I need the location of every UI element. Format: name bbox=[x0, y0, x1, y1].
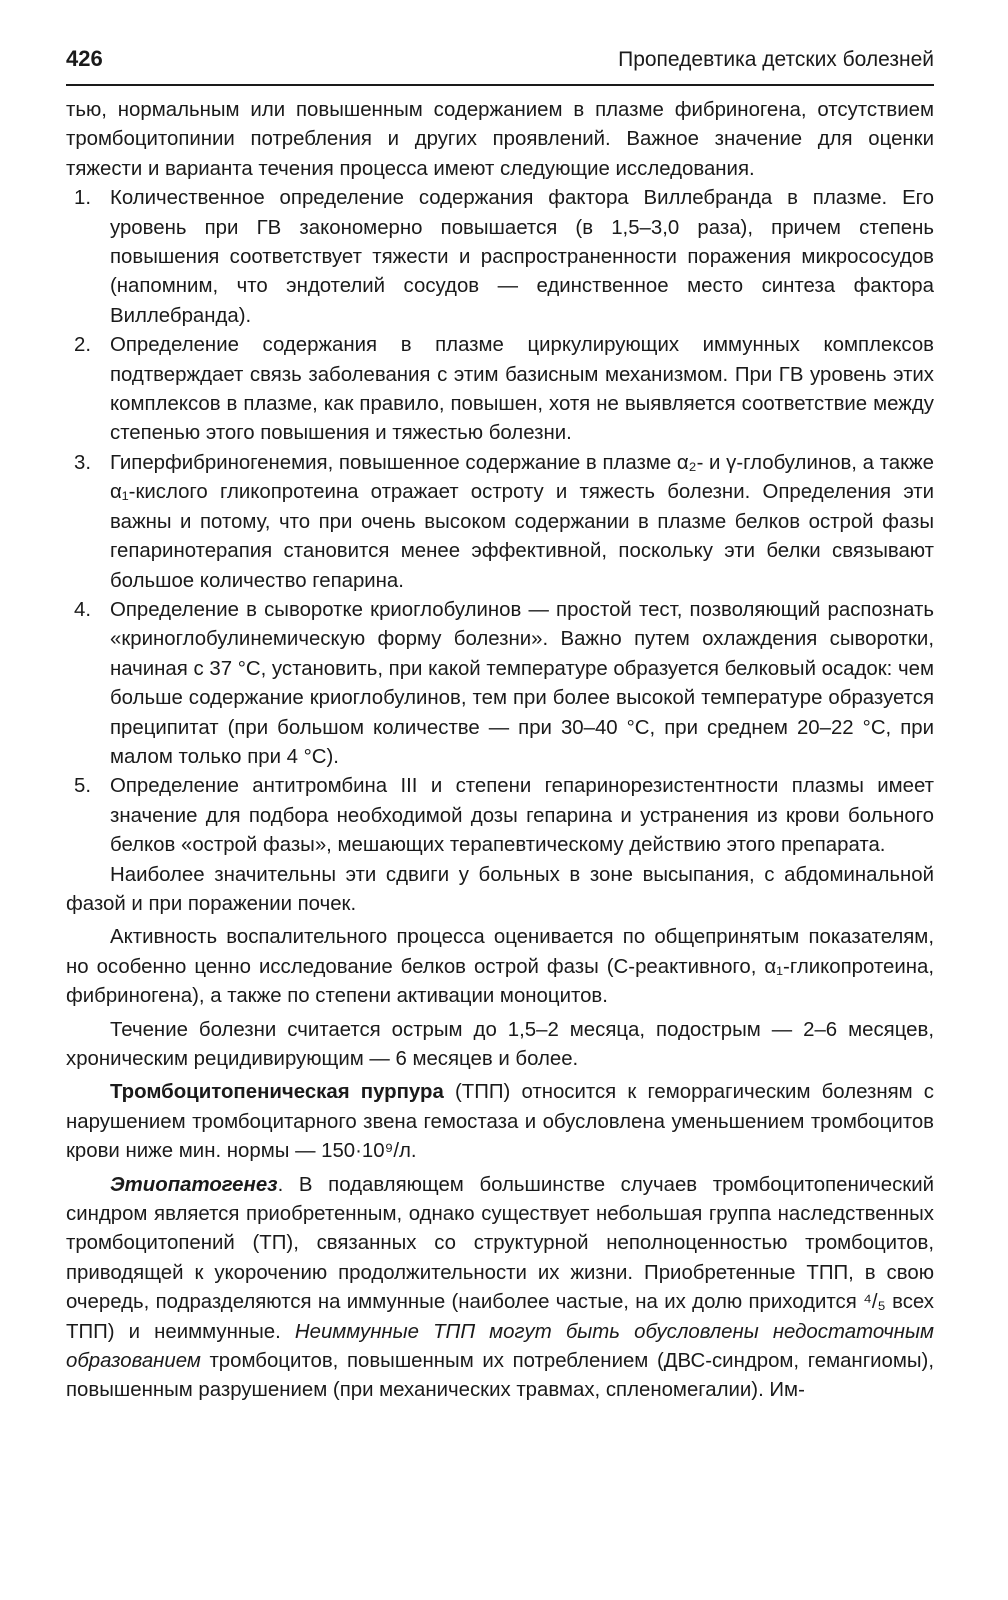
list-number: 2. bbox=[74, 334, 92, 357]
body-text bbox=[66, 96, 934, 1406]
tpp-text: (ТПП) относится к геморрагическим болезням с нарушением тромбоцитарного звена гемостаза и обусловлена уменьшением тромбоцитов крови ниже мин. нормы — 150·10⁹/л. bbox=[66, 1081, 934, 1163]
list-text: Определение содержания в плазме циркулирующих иммунных комплексов подтверждает связь заболевания с этим базисным механизмом. При ГВ уровень этих комплексов в плазме, как правило, повышен, хотя не выявляется соответствие между степенью этого повышения и тяжестью болезни. bbox=[110, 334, 934, 445]
list-text: Количественное определение содержания фактора Виллебранда в плазме. Его уровень при ГВ закономерно повышается (в 1,5–3,0 раза), причем степень повышения соответствует тяжести и распространенности поражения микрососудов (напомним, что эндотелий сосудов — единственное место синтеза фактора Виллебранда). bbox=[110, 187, 934, 327]
shifts-paragraph: Наиболее значительны эти сдвиги у больных в зоне высыпания, с абдоминальной фазой и при поражении почек. bbox=[66, 863, 934, 915]
numbered-list bbox=[66, 184, 934, 860]
list-item bbox=[66, 596, 934, 772]
list-number: 3. bbox=[74, 451, 92, 474]
tpp-paragraph bbox=[66, 1078, 934, 1166]
list-text: Гиперфибриногенемия, повышенное содержание в плазме α₂- и γ-глобулинов, а также α₁-кислого гликопротеина отражает остроту и тяжесть болезни. Определения эти важны и потому, что при очень высоком содержании в плазме белков острой фазы гепаринотерапия становится менее эффективной, поскольку эти белки связывают большое количество гепарина. bbox=[110, 451, 934, 592]
etiopathogenesis-tail: тромбоцитов, повышенным их потреблением (ДВС-синдром, гемангиомы), повышенным разрушением (при механических травмах, спленомегалии). Им- bbox=[66, 1350, 934, 1402]
list-item bbox=[66, 449, 934, 596]
etiopathogenesis-text: . В подавляющем большинстве случаев тромбоцитопенический синдром является приобретенным, однако существует небольшая группа наследственных тромбоцитопений (ТП), связанных со структурной неполноценностью тромбоцитов, приводящей к укорочению продолжительности их жизни. Приобретенные ТПП, в свою очередь, подразделяются на иммунные (наиболее частые, на их долю приходится ⁴/₅ всех ТПП) и неиммунные. bbox=[66, 1173, 934, 1343]
etiopathogenesis-term: Этиопатогенез bbox=[110, 1173, 278, 1196]
running-title: Пропедевтика детских болезней bbox=[618, 48, 934, 71]
list-text: Определение антитромбина III и степени гепаринорезистентности плазмы имеет значение для подбора необходимой дозы гепарина и устранения из крови больного белков «острой фазы», мешающих терапевтическому действию этого препарата. bbox=[110, 775, 934, 857]
tpp-term: Тромбоцитопеническая пурпура bbox=[110, 1081, 444, 1104]
etiopathogenesis-italic: Неиммунные ТПП могут быть обусловлены недостаточным образованием bbox=[66, 1320, 935, 1373]
list-number: 4. bbox=[74, 598, 92, 621]
intro-paragraph: тью, нормальным или повышенным содержанием в плазме фибриногена, отсутствием тромбоцитопинии потребления и других проявлений. Важное значение для оценки тяжести и варианта течения процесса имеют следующие исследования. bbox=[66, 99, 934, 180]
activity-paragraph: Активность воспалительного процесса оценивается по общепринятым показателям, но особенно ценно исследование белков острой фазы (С-реактивного, α₁-гликопротеина, фибриногена), а также по степени активации моноцитов. bbox=[66, 926, 934, 1008]
list-item bbox=[66, 772, 934, 860]
list-item bbox=[66, 184, 934, 331]
course-paragraph: Течение болезни считается острым до 1,5–2 месяца, подострым — 2–6 месяцев, хроническим рецидивирующим — 6 месяцев и более. bbox=[66, 1018, 934, 1070]
list-text: Определение в сыворотке криоглобулинов — простой тест, позволяющий распознать «криноглобулинемическую форму болезни». Важно путем охлаждения сыворотки, начиная с 37 °С, установить, при какой температуре образуется белковый осадок: чем больше содержание криоглобулинов, тем при более высокой температуре образуется преципитат (при большом количестве — при 30–40 °С, при среднем 20–22 °С, при малом только при 4 °С). bbox=[110, 598, 934, 768]
etiopathogenesis-paragraph bbox=[66, 1171, 934, 1406]
page-number: 426 bbox=[66, 46, 103, 71]
list-item bbox=[66, 331, 934, 449]
list-number: 5. bbox=[74, 775, 92, 798]
list-number: 1. bbox=[74, 187, 92, 210]
page-header bbox=[66, 44, 934, 86]
